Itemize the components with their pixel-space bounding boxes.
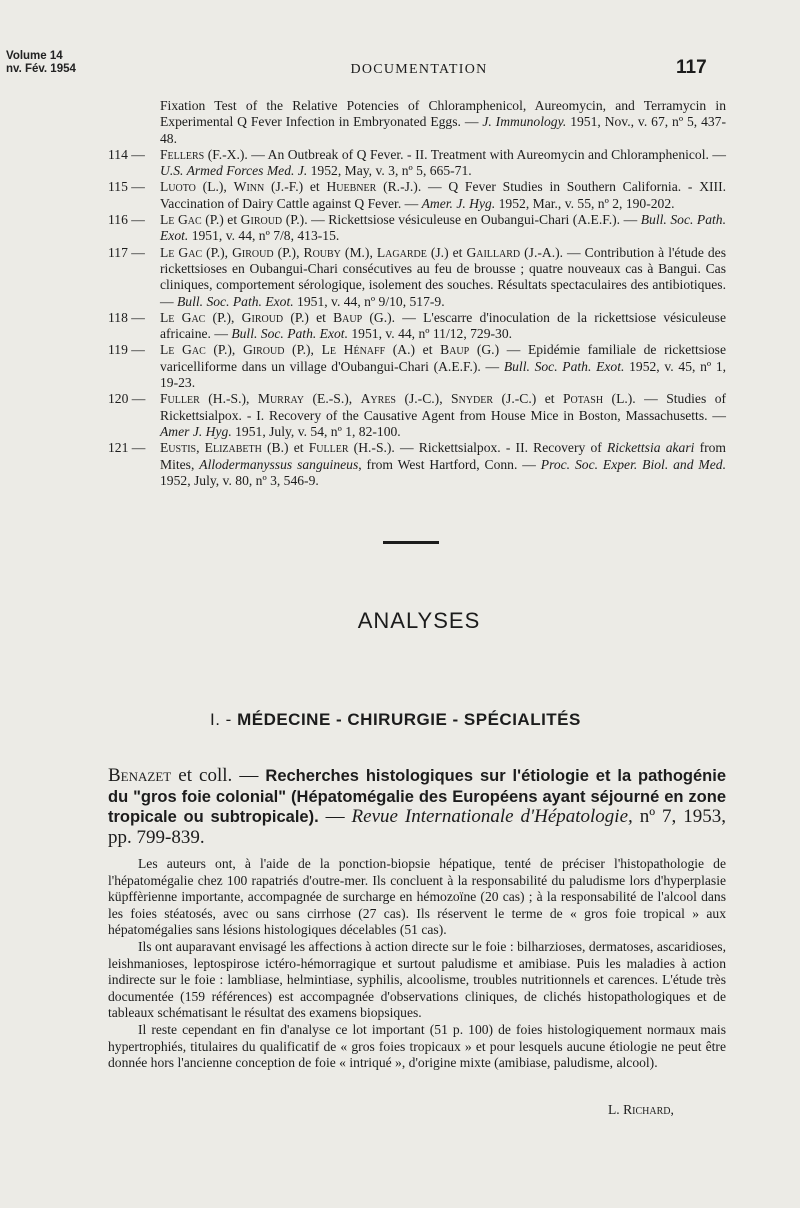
reference-segment: (G.). — L'escarre d'inoculation de la rickettsiose vésiculeuse africaine. —: [160, 309, 726, 342]
reference-author: Fellers: [160, 146, 205, 162]
reference-segment: (P.),: [205, 309, 242, 325]
reference-author: Fuller: [160, 391, 200, 407]
reference-text: [160, 391, 726, 440]
reference-text: [160, 147, 726, 180]
reference-segment: ,: [196, 440, 205, 456]
reference-author: Baup: [440, 342, 470, 358]
reference-segment: 1951, July, v. 54, nº 1, 82-100.: [231, 423, 401, 439]
reference-list: [108, 98, 726, 489]
reference-author: Huebner: [326, 179, 377, 195]
reference-segment: (E.-S.),: [304, 391, 361, 407]
reference-author: Eustis: [160, 440, 197, 456]
reference-number: 119 —: [108, 342, 145, 358]
reference-author: Giroud: [241, 309, 284, 325]
reference-segment: (P.),: [273, 244, 304, 260]
abstract-body: [108, 856, 726, 1072]
reference-number: 116 —: [108, 212, 145, 228]
reference-number: 121 —: [108, 440, 146, 456]
reference-author: Elizabeth: [204, 440, 262, 456]
reference-segment: (J.-A.). — Contribution à l'étude des rickettsioses en Oubangui-Chari consécutives au feu de brousse ; quatre nouveaux cas à Bangui. Cas cliniques, comportement sérologique, isolement des souches. Résultats spectaculaires des antibiotiques. —: [160, 244, 726, 309]
reference-segment: 1952, July, v. 80, nº 3, 546-9.: [160, 472, 319, 488]
reference-item: [108, 310, 726, 343]
reference-segment: (P.) et: [283, 309, 334, 325]
reference-segment: (J.-C.) et: [493, 391, 563, 407]
reference-author: Le Hénaff: [321, 342, 386, 358]
reference-author: Gaillard: [466, 244, 521, 260]
reference-journal: Rickettsia akari: [606, 440, 695, 456]
article-dash: —: [318, 806, 352, 827]
reference-author: Winn: [233, 179, 265, 195]
reference-author: Snyder: [451, 391, 494, 407]
reference-item: [108, 179, 726, 212]
reference-number: 114 —: [108, 146, 145, 162]
reference-journal: Bull. Soc. Path. Exot.: [231, 326, 348, 342]
reference-segment: (H.-S.),: [199, 391, 258, 407]
article-author-suffix: et coll. —: [171, 765, 266, 786]
reference-segment: (P.). — Rickettsiose vésiculeuse en Oubangui-Chari (A.E.F.). —: [282, 212, 641, 228]
reference-author: Murray: [257, 391, 305, 407]
article-citation: nº 7, 1953, pp. 799-839.: [108, 806, 726, 848]
reference-item: [108, 98, 726, 147]
abstract-paragraph: Les auteurs ont, à l'aide de la ponction-biopsie hépatique, tenté de préciser l'histopathologie de l'hépatomégalie chez 100 rapatriés d'outre-mer. Ils concluent à la responsabilité du paludisme lors d'hyperplasie küpffèrienne importante, accompagnée de surcharge en hémozoïne (20 cas) ; à la responsabilité de l'alcool dans les foies stéatosés, avec ou sans cirrhose (27 cas). Ils réservent le terme de « gros foie tropical » aux hépatomégalies sans lésions histologiques décelables (51 cas).: [108, 856, 726, 938]
reference-text: [160, 342, 726, 391]
reference-item: [108, 342, 726, 391]
abstract-paragraph: Ils ont auparavant envisagé les affections à action directe sur le foie : bilharzioses, dermatoses, ascaridioses, leishmanioses, leptospirose ictéro-hémorragique et surtout paludisme et amibiase. Puis les maladies à action indirecte sur le foie : lambliase, helmintiase, syphilis, alcoolisme, troubles nutritionnels et carences. L'étude très documentée (159 références) est accompagnée d'observations cliniques, de clichés histopathologiques et de tableaux schématisant le résultat des examens biopsiques.: [108, 938, 726, 1021]
reference-text: [108, 98, 726, 147]
reference-segment: (P.),: [205, 342, 243, 358]
reference-segment: (B.) et: [261, 440, 309, 456]
reference-author: Luoto: [160, 179, 196, 195]
reference-segment: , from West Hartford, Conn. —: [358, 456, 541, 472]
reference-segment: Fixation Test of the Relative Potencies of Chloramphenicol, Aureomycin, and Terramycin in Experimental Q Fever Infection in Embryonated Eggs. —: [160, 98, 726, 130]
reference-author: Fuller: [308, 440, 349, 456]
reference-text: [160, 245, 726, 310]
reference-segment: (P.),: [284, 342, 322, 358]
reference-segment: (R.-J.). — Q Fever Studies in Southern California. - XIII. Vaccination of Dairy Cattle against Q Fever. —: [160, 179, 727, 211]
reference-segment: (F.-X.). — An Outbreak of Q Fever. - II. Treatment with Aureomycin and Chloramphenicol. —: [204, 146, 726, 162]
running-head-title: DOCUMENTATION: [350, 62, 488, 77]
reference-segment: 1951, Nov., v. 67, nº 5, 437-48.: [160, 114, 726, 146]
reference-text: [160, 440, 726, 489]
reference-segment: (A.) et: [385, 342, 441, 358]
reference-author: Le Gac: [160, 212, 202, 228]
reference-journal: Amer J. Hyg.: [160, 423, 232, 439]
reference-segment: 1951, v. 44, nº 7/8, 413-15.: [188, 228, 340, 244]
abstract-paragraph: Il reste cependant en fin d'analyse ce lot important (51 p. 100) de foies histologiquement normaux mais hypertrophiés, titulaires du qualificatif de « gros foies tropicaux » et pour lesquels aucune étiologie ne peut être donnée hors l'ancienne conception de foie « intriqué », d'origine mixte (amibiase, paludisme, alcool).: [108, 1021, 726, 1071]
reference-journal: J. Immunology.: [482, 114, 567, 130]
reference-author: Ayres: [360, 391, 396, 407]
article-heading: [108, 766, 726, 848]
reference-segment: (G.) — Epidémie familiale de rickettsiose varicelliforme dans un village d'Oubangui-Chari (A.E.F.). —: [160, 342, 726, 374]
reference-text: [160, 179, 726, 212]
reference-number: 117 —: [108, 244, 145, 260]
reference-item: [108, 147, 726, 180]
reference-item: [108, 440, 726, 489]
reference-segment: 1951, v. 44, nº 9/10, 517-9.: [293, 293, 445, 309]
reference-segment: 1952, Mar., v. 55, nº 2, 190-202.: [495, 195, 675, 211]
reference-item: [108, 245, 726, 310]
reference-segment: (L.). — Studies of Rickettsialpox. - I. Recovery of the Causative Agent from House Mice in Boston, Massachusetts. —: [160, 391, 727, 423]
section-title: MÉDECINE - CHIRURGIE - SPÉCIALITÉS: [237, 710, 581, 729]
reference-item: [108, 391, 726, 440]
article-title: Recherches histologiques sur l'étiologie et la pathogénie du "gros foie colonial" (Hépatomégalie des Européens ayant séjourné en zone tropicale ou subtropicale).: [108, 767, 727, 826]
reference-author: Lagarde: [376, 244, 427, 260]
reference-journal: U.S. Armed Forces Med. J.: [160, 163, 308, 179]
reference-segment: (P.) et: [201, 212, 241, 228]
reference-author: Giroud: [240, 212, 283, 228]
volume-label: Volume 14: [6, 50, 63, 62]
reference-text: [160, 310, 726, 343]
reviewer-signature: L. Richard,: [608, 1102, 674, 1117]
reference-journal: Amer. J. Hyg.: [421, 195, 496, 211]
reference-author: Baup: [333, 309, 363, 325]
reference-author: Giroud: [242, 342, 285, 358]
issue-label: nv. Fév. 1954: [6, 63, 76, 75]
reference-author: Potash: [562, 391, 604, 407]
reference-segment: (J.) et: [426, 244, 467, 260]
reference-segment: 1952, v. 45, nº 1, 19-23.: [160, 358, 727, 391]
reference-journal: Bull. Soc. Path. Exot.: [160, 212, 727, 244]
reference-number: 118 —: [108, 309, 145, 325]
reference-text: [160, 212, 726, 245]
reference-segment: 1951, v. 44, nº 11/12, 729-30.: [347, 326, 513, 342]
section-divider: [383, 541, 439, 544]
reference-journal: Allodermanyssus sanguineus: [199, 456, 359, 472]
section-prefix: I. -: [210, 710, 238, 729]
reference-author: Rouby: [303, 244, 341, 260]
reference-author: Le Gac: [160, 342, 206, 358]
analyses-heading: ANALYSES: [357, 608, 481, 633]
reference-journal: Bull. Soc. Path. Exot.: [503, 358, 625, 374]
page-number: 117: [676, 57, 707, 78]
reference-journal: Proc. Soc. Exper. Biol. and Med.: [540, 456, 726, 472]
reference-segment: (L.),: [195, 179, 234, 195]
reference-number: 115 —: [108, 179, 145, 195]
article-journal: Revue Internationale d'Hépatologie,: [351, 806, 633, 827]
reference-segment: from Mites,: [160, 440, 727, 472]
reference-author: Le Gac: [160, 309, 206, 325]
reference-segment: (P.),: [202, 244, 233, 260]
reference-author: Le Gac: [160, 244, 203, 260]
reference-author: Giroud: [232, 244, 274, 260]
reference-number: 120 —: [108, 391, 146, 407]
reference-segment: (J.-F.) et: [264, 179, 327, 195]
reference-segment: (J.-C.),: [396, 391, 452, 407]
reference-segment: (H.-S.). — Rickettsialpox. - II. Recovery of: [348, 440, 607, 456]
reference-journal: Bull. Soc. Path. Exot.: [177, 293, 294, 309]
reference-segment: 1952, May, v. 3, nº 5, 665-71.: [307, 163, 472, 179]
reference-segment: (M.),: [340, 244, 377, 260]
reference-item: [108, 212, 726, 245]
article-author: Benazet: [108, 765, 172, 786]
section-heading: [210, 710, 581, 730]
